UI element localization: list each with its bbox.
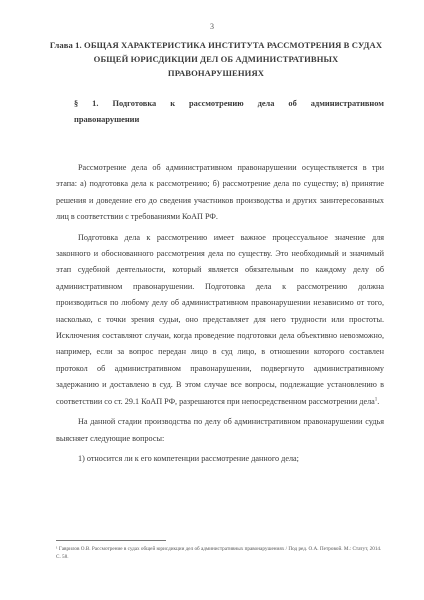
chapter-heading: Глава 1. ОБЩАЯ ХАРАКТЕРИСТИКА ИНСТИТУТА РАССМОТРЕНИЯ В СУДАХ ОБЩЕЙ ЮРИСДИКЦИИ ДЕЛ ОБ АДМИНИСТРАТИВНЫХ ПРАВОНАРУШЕНИЯХ	[49, 40, 383, 78]
paragraph-preparation-text: Подготовка дела к рассмотрению имеет важное процессуальное значение для законного и обоснованного рассмотрения дела по существу. Это необходимый и значимый этап судебной деятельности, который является обязательным по каждому делу об административном правонарушении. Подготовка дела к рассмотрению должна производиться по любому делу об административном правонарушении независимо от того, насколько, с точки зрения судьи, оно представляет для него трудности или простоты. Исключения составляют случаи, когда проведение подготовки дела объективно невозможно, например, если за вопрос передан лицо в суд лицо, в отношении которого составлен протокол об административном правонарушении, подвергнуто административному задержанию и доставлено в суд. В этом случае все вопросы, подлежащие установлению в соответствии со ст. 29.1 КоАП РФ, разрешаются при непосредственном рассмотрении дела	[56, 232, 384, 406]
footnote-text: ¹ Гаврилов О.В. Рассмотрение в судах общей юрисдикции дел об административных правонарушениях / Под ред. О.А. Петровой. М.: Статут, 2014. С. 58.	[56, 546, 382, 560]
footnote-divider	[56, 540, 166, 541]
list-item: 1) относится ли к его компетенции рассмотрение данного дела;	[78, 453, 299, 463]
page-number: 3	[210, 22, 214, 31]
paragraph-questions: На данной стадии производства по делу об административном правонарушении судья выясняет следующие вопросы:	[56, 417, 384, 443]
paragraph-stages: Рассмотрение дела об административном правонарушении осуществляется в три этапа: а) подготовка дела к рассмотрению; б) рассмотрение дела по существу; в) принятие решения и доведение его до сведения участников производства и других заинтересованных лиц в соответствии с требованиями КоАП РФ.	[56, 163, 384, 222]
section-heading: § 1. Подготовка к рассмотрению дела об административном правонарушении	[74, 99, 384, 124]
paragraph-preparation: Подготовка дела к рассмотрению имеет важное процессуальное значение для законного и обоснованного рассмотрения дела по существу. Это необходимый и значимый этап судебной деятельности, который является обязательным по каждому делу об административном правонарушении. Подготовка дела к рассмотрению должна производиться по любому делу об административном правонарушении независимо от того, насколько, с точки зрения судьи, оно представляет для него трудности или простоты. Исключения составляют случаи, когда проведение подготовки дела объективно невозможно, например, если за вопрос передан лицо в суд лицо, в отношении которого составлен протокол об административном правонарушении, подвергнуто административному задержанию и доставлено в суд. В этом случае все вопросы, подлежащие установлению в соответствии со ст. 29.1 КоАП РФ, разрешаются при непосредственном рассмотрении дела$^1$.	[56, 232, 384, 406]
body-text	[56, 160, 384, 471]
footnote-marker[interactable]: 1	[374, 396, 378, 402]
